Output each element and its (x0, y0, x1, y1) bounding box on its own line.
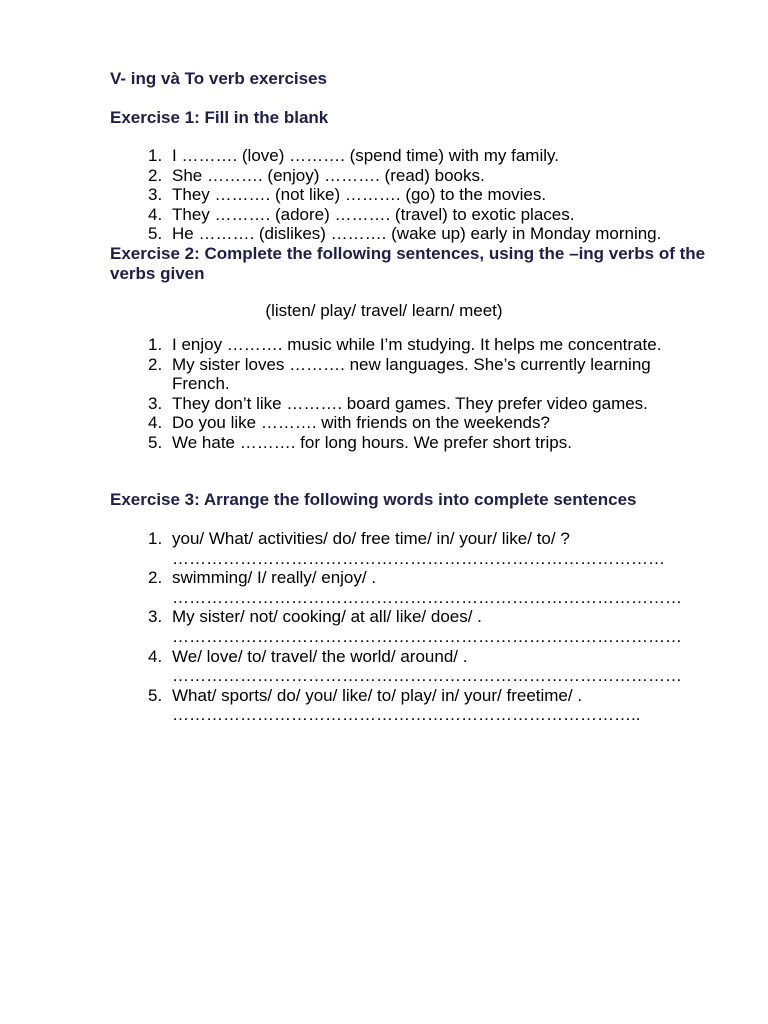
answer-line: ……………………………………………………………………………… (172, 587, 682, 607)
item-text: He ………. (dislikes) ………. (wake up) early in Monday morning. (172, 224, 662, 244)
item-number: 5. (148, 685, 163, 705)
exercise-1-list (140, 146, 700, 244)
exercise-3-list (140, 529, 700, 725)
item-number: 3. (148, 185, 163, 205)
list-item (140, 224, 700, 244)
list-item (140, 607, 700, 646)
item-number: 1. (148, 529, 163, 548)
item-prompt: What/ sports/ do/ you/ like/ to/ play/ in/ your/ freetime/ . (172, 685, 583, 705)
word-bank: (listen/ play/ travel/ learn/ meet) (265, 301, 503, 320)
item-number: 4. (148, 204, 163, 224)
item-text: I enjoy ………. music while I’m studying. It helps me concentrate. (172, 335, 662, 354)
list-item (140, 529, 700, 568)
item-number: 1. (148, 335, 163, 354)
document-title: V- ing và To verb exercises (110, 69, 328, 88)
list-item (140, 413, 700, 433)
item-number: 4. (148, 413, 163, 433)
list-item (140, 686, 700, 725)
answer-line: ……………………………………………………………………………… (172, 666, 682, 686)
list-item (140, 166, 700, 186)
item-text: She ………. (enjoy) ………. (read) books. (172, 165, 485, 185)
item-prompt: you/ What/ activities/ do/ free time/ in/ your/ like/ to/ ? (172, 529, 570, 548)
answer-line: …………………………………………………………………………… (172, 548, 665, 568)
list-item (140, 568, 700, 607)
item-text: My sister loves ………. new languages. She’s currently learning French. (172, 354, 651, 394)
answer-line: ……………………………………………………………………….. (172, 705, 641, 725)
item-number: 2. (148, 165, 163, 185)
list-item (140, 185, 700, 205)
exercise-2-heading: Exercise 2: Complete the following sentences, using the –ing verbs of the verbs given (110, 244, 706, 283)
item-prompt: swimming/ I/ really/ enjoy/ . (172, 568, 377, 588)
item-number: 3. (148, 393, 163, 413)
item-text: We hate ………. for long hours. We prefer short trips. (172, 432, 572, 452)
list-item (140, 355, 700, 394)
item-text: They ………. (adore) ………. (travel) to exotic places. (172, 204, 575, 224)
exercise-3-heading: Exercise 3: Arrange the following words into complete sentences (110, 490, 637, 509)
list-item (140, 146, 700, 166)
item-prompt: My sister/ not/ cooking/ at all/ like/ does/ . (172, 607, 482, 627)
answer-line: ……………………………………………………………………………… (172, 626, 682, 646)
item-number: 4. (148, 646, 163, 666)
item-text: They don’t like ………. board games. They prefer video games. (172, 393, 648, 413)
item-number: 5. (148, 432, 163, 452)
item-text: They ………. (not like) ………. (go) to the movies. (172, 185, 547, 205)
exercise-1-heading: Exercise 1: Fill in the blank (110, 108, 329, 127)
item-text: Do you like ………. with friends on the weekends? (172, 413, 550, 433)
list-item (140, 335, 700, 355)
item-number: 5. (148, 224, 163, 244)
item-text: I ………. (love) ………. (spend time) with my family. (172, 146, 559, 165)
list-item (140, 647, 700, 686)
item-number: 1. (148, 146, 163, 165)
exercise-2-list (140, 335, 700, 453)
list-item (140, 433, 700, 453)
item-prompt: We/ love/ to/ travel/ the world/ around/ . (172, 646, 468, 666)
list-item (140, 205, 700, 225)
item-number: 2. (148, 354, 163, 374)
item-number: 3. (148, 607, 163, 627)
item-number: 2. (148, 568, 163, 588)
list-item (140, 394, 700, 414)
